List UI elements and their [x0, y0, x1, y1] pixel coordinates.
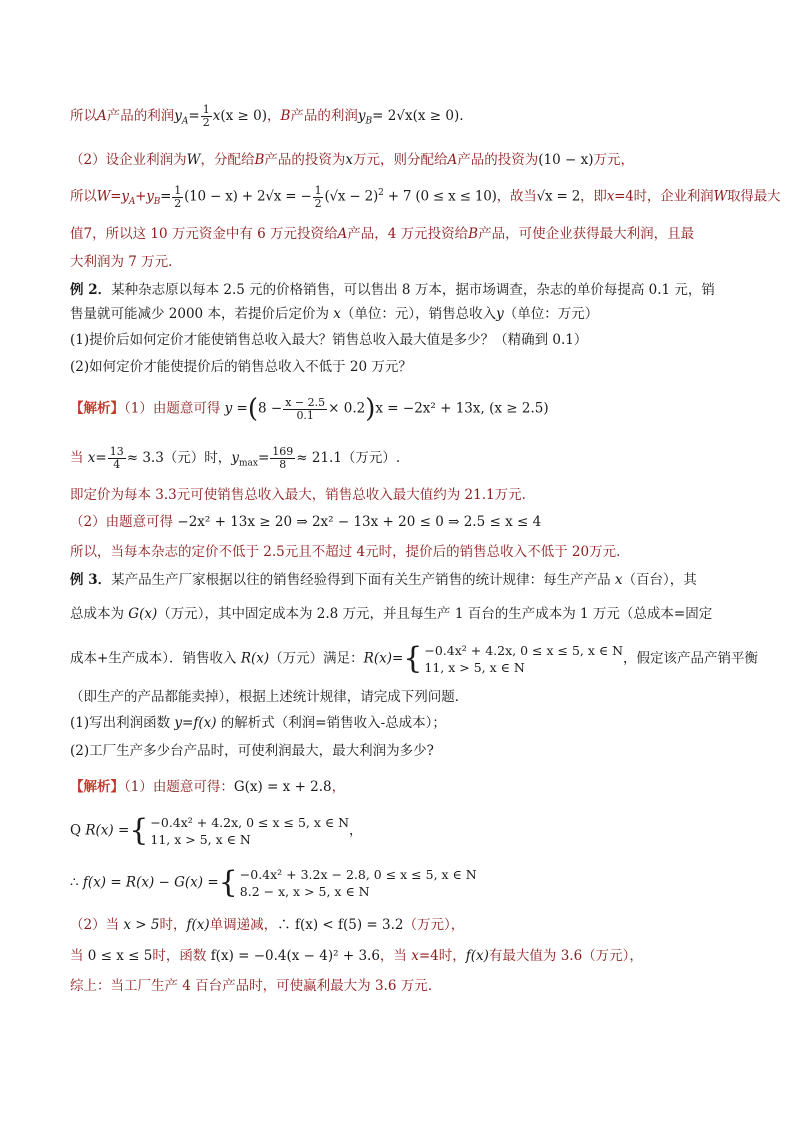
example-3-line-2: 总成本为 G(x)（万元），其中固定成本为 2.8 万元，并且每生产 1 百台的生产成本为 1 万元（总成本=固定	[70, 606, 713, 622]
solution-2-line-1: 【解析】（1）由题意可得 y =(8 − $\frac{x - 2.5}{0.1}$ × 0.2)x = −2x² + 13x, (x ≥ 2.5)	[70, 394, 549, 424]
example-2-line-1: 例 2．某种杂志原以每本 2.5 元的价格销售，可以售出 8 万本，据市场调查，杂志的单价每提高 0.1 元，销	[70, 282, 715, 298]
solution-2-line-2: 当 x= $\frac{13}{4}$ ≈ 3.3（元）时，$y_{max}=$ $\frac{169}{8}$ ≈ 21.1（万元）.	[70, 445, 401, 471]
fraction: $\frac{13}{4}$	[109, 445, 124, 471]
solution-2-line-4: （2）由题意可得 −2x² + 13x ≥ 20 ⇒ 2x² − 13x + 20 ≤ 0 ⇒ 2.5 ≤ x ≤ 4	[70, 514, 542, 530]
example-2-question-2: (2)如何定价才能使提价后的销售总收入不低于 20 万元？	[70, 359, 412, 375]
solution-3-line-6: 综上：当工厂生产 4 百台产品时，可使赢利最大为 3.6 万元.	[70, 978, 433, 994]
fraction: $\frac{1}{2}$	[314, 183, 322, 210]
example-2-line-2: 售量就可能减少 2000 本，若提价后定价为 x（单位：元），销售总收入y（单位：万元）	[70, 306, 599, 322]
example-3-question-2: (2)工厂生产多少台产品时，可使利润最大，最大利润为多少?	[70, 743, 434, 759]
brace: {	[403, 641, 423, 676]
example-2-question-1: (1)提价后如何定价才能使销售总收入最大？销售总收入最大值是多少？（精确到 0.1）	[70, 332, 588, 348]
solution-3-line-1: 【解析】（1）由题意可得：G(x) = x + 2.8，	[70, 779, 346, 795]
brace: {	[129, 813, 149, 848]
fraction: $\frac{1}{2}$	[202, 103, 210, 129]
example-3-line-1: 例 3．某产品生产厂家根据以往的销售经验得到下面有关生产销售的统计规律：每生产产品 x（百台），其	[70, 572, 697, 588]
profit-line-4: 值7，所以这 10 万元资金中有 6 万元投资给A产品，4 万元投资给B产品，可使企业获得最大利润，且最	[70, 226, 695, 242]
fraction: $\frac{169}{8}$	[272, 445, 294, 471]
brace: {	[218, 865, 238, 900]
solution-3-line-3: ∴ f(x) = R(x) − G(x) ={ −0.4x² + 3.2x − 2.8, 0 ≤ x ≤ 5, x ∈ N 8.2 − x, x > 5, x ∈ N	[70, 865, 477, 900]
piecewise-cases: −0.4x² + 3.2x − 2.8, 0 ≤ x ≤ 5, x ∈ N 8.2 − x, x > 5, x ∈ N	[239, 867, 477, 899]
profit-line-1: 所以A产品的利润$y_A=$ $\frac{1}{2}$ x(x ≥ 0)，B产品的利润$y_B= 2√x(x \ge 0)$.	[70, 103, 464, 129]
analysis-tag: 【解析】	[70, 779, 124, 795]
example-3-line-3: 成本+生产成本）．销售收入 R(x)（万元）满足：R(x)={ −0.4x² + 4.2x, 0 ≤ x ≤ 5, x ∈ N 11, x > 5, x ∈ N ，假定该产品产销平衡	[70, 641, 759, 676]
fraction: $\frac{1}{2}$	[174, 183, 182, 210]
solution-3-line-5: 当 0 ≤ x ≤ 5时，函数 f(x) = −0.4(x − 4)² + 3.6，当 x=4时，f(x)有最大值为 3.6（万元），	[70, 948, 643, 964]
example-3-question-1: (1)写出利润函数 y=f(x) 的解析式（利润=销售收入-总成本）；	[70, 715, 446, 731]
profit-line-2: （2）设企业利润为W，分配给B产品的投资为x万元，则分配给A产品的投资为(10 − x)万元，	[70, 152, 635, 168]
piecewise-cases: −0.4x² + 4.2x, 0 ≤ x ≤ 5, x ∈ N 11, x > 5, x ∈ N	[424, 643, 624, 675]
solution-2-line-3: 即定价为每本 3.3元可使销售总收入最大，销售总收入最大值约为 21.1万元.	[70, 487, 526, 503]
solution-3-line-4: （2）当 x > 5时，f(x)单调递减，∴ f(x) < f(5) = 3.2（万元），	[70, 917, 465, 933]
example-3-line-4: （即生产的产品都能卖掉），根据上述统计规律，请完成下列问题．	[70, 689, 469, 705]
analysis-tag: 【解析】	[70, 400, 124, 417]
fraction: $\frac{x - 2.5}{0.1}$	[285, 395, 326, 422]
profit-line-3: 所以$W=y_A+y_B=$ $\frac{1}{2}$ (10 − x) + 2√x = − $\frac{1}{2}$ $(√x - 2)^2 + 7$ (0 ≤ x ≤ 10)，故当√x = 2，即x=4时，企业利润W取得最大	[70, 183, 781, 210]
profit-line-5: 大利润为 7 万元.	[70, 254, 173, 270]
solution-3-line-2: Q R(x) ={ −0.4x² + 4.2x, 0 ≤ x ≤ 5, x ∈ N 11, x > 5, x ∈ N ，	[70, 813, 363, 848]
solution-2-line-5: 所以，当每本杂志的定价不低于 2.5元且不超过 4元时，提价后的销售总收入不低于 20万元.	[70, 544, 621, 560]
piecewise-cases: −0.4x² + 4.2x, 0 ≤ x ≤ 5, x ∈ N 11, x > 5, x ∈ N	[150, 815, 350, 847]
